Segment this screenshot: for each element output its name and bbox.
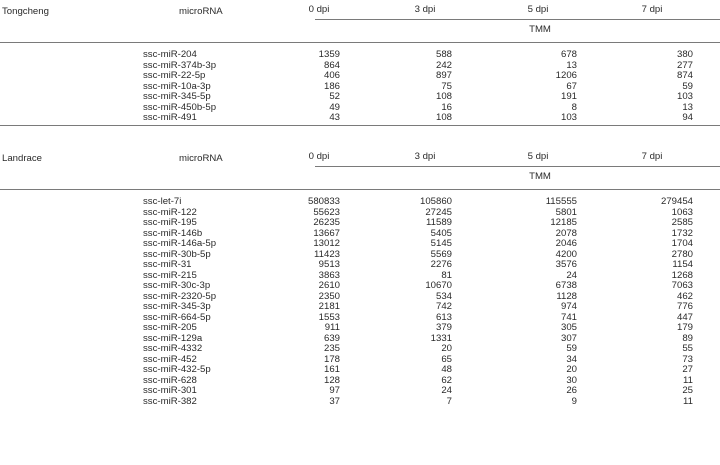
mirna-name: ssc-miR-345-5p <box>143 91 211 102</box>
tmm-value-3-dpi: 24 <box>441 385 452 396</box>
table-row <box>0 301 720 312</box>
tmm-value-0-dpi: 2350 <box>318 290 340 302</box>
table-row <box>0 91 720 102</box>
header-divider <box>315 166 720 167</box>
tmm-value-7-dpi: 59 <box>682 80 693 92</box>
mirna-name: ssc-miR-432-5p <box>143 364 211 375</box>
section-bottom-rule <box>0 125 720 126</box>
tmm-value-0-dpi: 235 <box>323 343 340 354</box>
tmm-value-3-dpi: 48 <box>441 364 452 375</box>
tmm-value-5-dpi: 20 <box>566 364 577 375</box>
tmm-value-7-dpi: 380 <box>676 49 693 60</box>
tmm-value-7-dpi: 25 <box>682 385 693 396</box>
tmm-value-0-dpi: 11423 <box>314 248 340 260</box>
tmm-value-5-dpi: 191 <box>560 91 577 102</box>
mirna-column-header: microRNA <box>179 6 223 17</box>
mirna-name: ssc-miR-215 <box>143 269 197 281</box>
tmm-value-7-dpi: 1154 <box>672 259 693 270</box>
tmm-value-5-dpi: 12185 <box>550 217 577 228</box>
mirna-name: ssc-miR-301 <box>143 385 197 396</box>
table-row <box>0 385 720 396</box>
tmm-value-5-dpi: 741 <box>560 311 577 323</box>
mirna-name: ssc-miR-450b-5p <box>143 101 217 113</box>
mirna-name: ssc-miR-146b <box>143 227 203 239</box>
tmm-value-5-dpi: 8 <box>571 101 577 113</box>
tmm-value-3-dpi: 62 <box>441 374 452 386</box>
table-row <box>0 343 720 354</box>
table-row <box>0 112 720 123</box>
tmm-value-0-dpi: 97 <box>329 385 340 396</box>
tmm-value-5-dpi: 6738 <box>555 280 577 291</box>
tmm-value-0-dpi: 52 <box>329 91 340 102</box>
mirna-name: ssc-miR-382 <box>143 395 197 407</box>
table-row <box>0 270 720 281</box>
tmm-value-5-dpi: 2078 <box>555 227 577 239</box>
mirna-name: ssc-miR-146a-5p <box>143 238 217 249</box>
tmm-value-3-dpi: 81 <box>441 269 452 281</box>
tmm-value-7-dpi: 462 <box>676 290 693 302</box>
table-row <box>0 291 720 302</box>
table-row <box>0 322 720 333</box>
mirna-name: ssc-miR-30c-3p <box>143 280 211 291</box>
tmm-value-5-dpi: 305 <box>560 322 577 333</box>
tmm-value-0-dpi: 1553 <box>318 311 340 323</box>
tmm-value-7-dpi: 13 <box>682 101 693 113</box>
tmm-value-3-dpi: 20 <box>441 343 452 354</box>
mirna-name: ssc-miR-122 <box>143 206 197 218</box>
column-header-5-dpi: 5 dpi <box>527 151 549 162</box>
tmm-value-3-dpi: 16 <box>441 101 452 113</box>
column-header-0-dpi: 0 dpi <box>308 151 330 162</box>
mirna-name: ssc-miR-31 <box>143 259 192 270</box>
tmm-value-5-dpi: 4200 <box>555 248 577 260</box>
tmm-value-0-dpi: 580833 <box>307 196 340 207</box>
tmm-value-0-dpi: 128 <box>323 374 340 386</box>
mirna-name: ssc-miR-22-5p <box>143 70 206 81</box>
tmm-value-3-dpi: 65 <box>441 353 452 365</box>
unit-label-tmm: TMM <box>529 171 551 182</box>
mirna-name: ssc-miR-204 <box>143 49 197 60</box>
table-row <box>0 249 720 260</box>
tmm-value-3-dpi: 5569 <box>430 248 452 260</box>
tmm-value-5-dpi: 34 <box>566 353 577 365</box>
tmm-value-7-dpi: 1063 <box>671 206 693 218</box>
tmm-value-7-dpi: 103 <box>676 91 693 102</box>
tmm-value-3-dpi: 105860 <box>419 196 452 207</box>
tmm-value-3-dpi: 613 <box>435 311 452 323</box>
tmm-value-7-dpi: 27 <box>682 364 693 375</box>
table-row <box>0 81 720 92</box>
table-row <box>0 228 720 239</box>
mirna-name: ssc-miR-4332 <box>143 343 203 354</box>
header-divider <box>315 19 720 20</box>
mirna-name: ssc-let-7i <box>143 196 182 207</box>
tmm-value-0-dpi: 26235 <box>313 217 340 228</box>
tmm-value-3-dpi: 897 <box>435 70 452 81</box>
tmm-value-5-dpi: 59 <box>566 343 577 354</box>
tmm-value-5-dpi: 30 <box>566 374 577 386</box>
tmm-value-5-dpi: 3576 <box>555 259 577 270</box>
tmm-value-7-dpi: 776 <box>676 301 693 312</box>
tmm-value-5-dpi: 13 <box>566 59 577 71</box>
tmm-value-0-dpi: 49 <box>329 101 340 113</box>
header-bottom-rule <box>0 42 720 43</box>
tmm-value-0-dpi: 9513 <box>318 259 340 270</box>
mirna-name: ssc-miR-30b-5p <box>143 248 211 260</box>
tmm-value-0-dpi: 186 <box>323 80 340 92</box>
tmm-value-7-dpi: 89 <box>682 332 693 344</box>
tmm-value-0-dpi: 2181 <box>318 301 340 312</box>
tmm-value-3-dpi: 2276 <box>430 259 452 270</box>
tmm-value-0-dpi: 178 <box>323 353 340 365</box>
tmm-value-7-dpi: 11 <box>683 395 693 407</box>
tmm-value-7-dpi: 1268 <box>671 269 693 281</box>
tmm-value-7-dpi: 55 <box>682 343 693 354</box>
tmm-value-0-dpi: 13667 <box>313 227 340 239</box>
tmm-value-7-dpi: 1704 <box>671 238 693 249</box>
table-row <box>0 217 720 228</box>
unit-label-tmm: TMM <box>529 24 551 35</box>
tmm-value-3-dpi: 27245 <box>425 206 452 218</box>
tmm-value-3-dpi: 5405 <box>430 227 452 239</box>
column-header-3-dpi: 3 dpi <box>414 151 436 162</box>
tmm-value-3-dpi: 534 <box>435 290 452 302</box>
table-row <box>0 364 720 375</box>
tmm-value-7-dpi: 874 <box>676 70 693 81</box>
tmm-value-0-dpi: 3863 <box>318 269 340 281</box>
table-row <box>0 396 720 407</box>
table-row <box>0 354 720 365</box>
tmm-value-3-dpi: 75 <box>441 80 452 92</box>
table-row <box>0 70 720 81</box>
tmm-value-3-dpi: 10670 <box>425 280 452 291</box>
tmm-value-5-dpi: 2046 <box>555 238 577 249</box>
mirna-name: ssc-miR-129a <box>143 332 203 344</box>
tmm-value-5-dpi: 24 <box>566 269 577 281</box>
tmm-value-0-dpi: 43 <box>329 112 340 123</box>
column-header-5-dpi: 5 dpi <box>527 4 549 15</box>
tmm-value-7-dpi: 277 <box>676 59 693 71</box>
mirna-name: ssc-miR-2320-5p <box>143 290 217 302</box>
table-row <box>0 49 720 60</box>
column-header-3-dpi: 3 dpi <box>414 4 436 15</box>
tmm-value-5-dpi: 678 <box>560 49 577 60</box>
tmm-value-7-dpi: 7063 <box>671 280 693 291</box>
tmm-value-7-dpi: 279454 <box>660 196 693 207</box>
table-row <box>0 60 720 71</box>
tmm-value-3-dpi: 242 <box>435 59 452 71</box>
tmm-value-0-dpi: 864 <box>323 59 340 71</box>
tmm-value-5-dpi: 9 <box>571 395 577 407</box>
tmm-value-3-dpi: 742 <box>435 301 452 312</box>
tmm-value-0-dpi: 1359 <box>318 49 340 60</box>
tmm-value-7-dpi: 1732 <box>671 227 693 239</box>
tmm-value-3-dpi: 379 <box>435 322 452 333</box>
tmm-value-3-dpi: 1331 <box>430 332 452 344</box>
tmm-value-3-dpi: 588 <box>435 49 452 60</box>
tmm-value-7-dpi: 11 <box>683 374 693 386</box>
column-header-0-dpi: 0 dpi <box>308 4 330 15</box>
tmm-value-5-dpi: 1206 <box>555 70 577 81</box>
tmm-value-5-dpi: 115555 <box>545 196 577 207</box>
tmm-value-0-dpi: 13012 <box>313 238 340 249</box>
table-row <box>0 375 720 386</box>
tmm-value-5-dpi: 5801 <box>555 206 577 218</box>
tmm-value-7-dpi: 2585 <box>671 217 693 228</box>
table-row <box>0 312 720 323</box>
mirna-name: ssc-miR-452 <box>143 353 197 365</box>
mirna-name: ssc-miR-10a-3p <box>143 80 211 92</box>
tmm-value-0-dpi: 55623 <box>313 206 340 218</box>
table-row <box>0 238 720 249</box>
table-row <box>0 102 720 113</box>
tmm-value-5-dpi: 26 <box>566 385 577 396</box>
column-header-7-dpi: 7 dpi <box>641 151 663 162</box>
mirna-name: ssc-miR-628 <box>143 374 197 386</box>
tmm-value-0-dpi: 37 <box>329 395 340 407</box>
mirna-name: ssc-miR-195 <box>143 217 197 228</box>
mirna-name: ssc-miR-491 <box>143 112 197 123</box>
tmm-value-3-dpi: 7 <box>446 395 452 407</box>
tmm-value-3-dpi: 5145 <box>430 238 452 249</box>
tmm-value-0-dpi: 639 <box>323 332 340 344</box>
tmm-value-0-dpi: 406 <box>323 70 340 81</box>
mirna-name: ssc-miR-205 <box>143 322 197 333</box>
mirna-name: ssc-miR-374b-3p <box>143 59 217 71</box>
tmm-value-7-dpi: 179 <box>676 322 693 333</box>
tmm-value-5-dpi: 103 <box>560 112 577 123</box>
tmm-value-7-dpi: 94 <box>682 112 693 123</box>
tmm-value-5-dpi: 1128 <box>556 290 577 302</box>
tmm-value-5-dpi: 307 <box>560 332 577 344</box>
tmm-value-3-dpi: 108 <box>435 112 452 123</box>
tmm-value-7-dpi: 447 <box>676 311 693 323</box>
table-row <box>0 196 720 207</box>
table-row <box>0 207 720 218</box>
tmm-value-0-dpi: 2610 <box>318 280 340 291</box>
tmm-value-3-dpi: 11589 <box>426 217 452 228</box>
tmm-value-0-dpi: 161 <box>323 364 340 375</box>
tmm-value-0-dpi: 911 <box>324 322 340 333</box>
mirna-name: ssc-miR-664-5p <box>143 311 211 323</box>
table-row <box>0 333 720 344</box>
table-row <box>0 280 720 291</box>
column-header-7-dpi: 7 dpi <box>641 4 663 15</box>
tmm-value-5-dpi: 67 <box>566 80 577 92</box>
header-bottom-rule <box>0 189 720 190</box>
group-label: Landrace <box>2 153 43 164</box>
tmm-value-7-dpi: 73 <box>682 353 693 365</box>
mirna-name: ssc-miR-345-3p <box>143 301 211 312</box>
table-row <box>0 259 720 270</box>
group-label: Tongcheng <box>2 6 49 17</box>
tmm-value-3-dpi: 108 <box>435 91 452 102</box>
tmm-value-7-dpi: 2780 <box>671 248 693 260</box>
tmm-value-5-dpi: 974 <box>560 301 577 312</box>
mirna-column-header: microRNA <box>179 153 223 164</box>
